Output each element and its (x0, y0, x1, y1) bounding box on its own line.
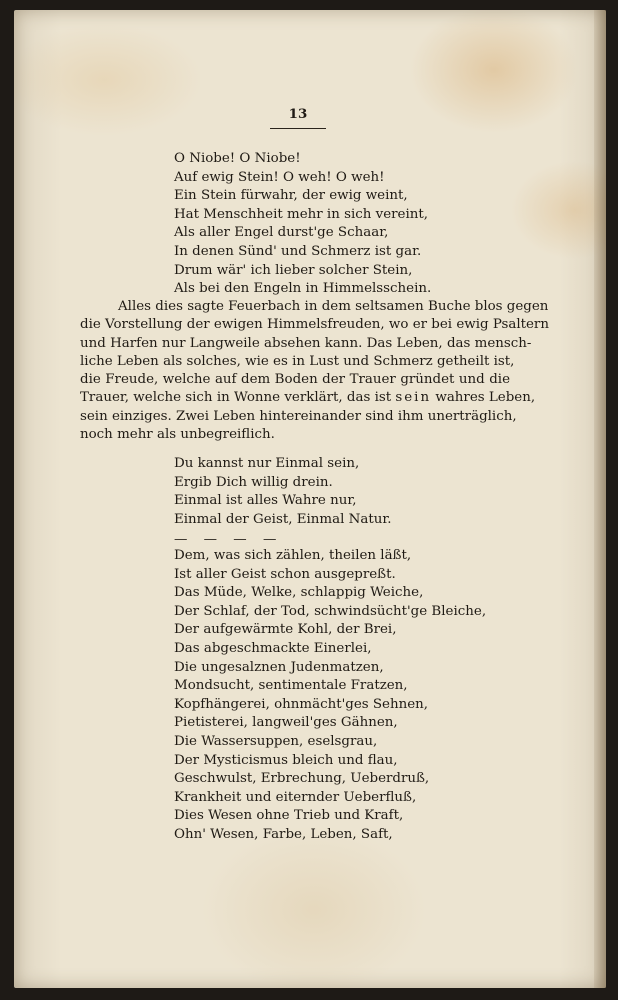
prose-line-end: wahres Leben, (435, 390, 536, 406)
verse-line: Drum wär' ich lieber solcher Stein, (174, 262, 413, 278)
verse-line: Auf ewig Stein! O weh! O weh! (174, 169, 385, 185)
verse-block-einmal (174, 455, 524, 529)
prose-line (80, 389, 536, 407)
verse-line: Mondsucht, sentimentale Fratzen, (174, 678, 408, 694)
verse-block-niobe (174, 150, 524, 299)
prose-line: sein einziges. Zwei Leben hintereinander sind ihm unerträglich, (80, 408, 517, 424)
emphasized-word: sein (395, 390, 432, 406)
verse-block-geist (174, 547, 524, 845)
prose-paragraph (80, 298, 549, 444)
verse-line: Hat Menschheit mehr in sich vereint, (174, 206, 428, 222)
verse-line: Pietisterei, langweil'ges Gähnen, (174, 715, 398, 731)
verse-line: Dem, was sich zählen, theilen läßt, (174, 548, 412, 563)
prose-line-start: Trauer, welche sich in Wonne verklärt, das ist (80, 390, 392, 406)
verse-line: Als bei den Engeln in Himmelsschein. (174, 281, 432, 297)
verse-line: Die ungesalznen Judenmatzen, (174, 659, 384, 675)
verse-line: O Niobe! O Niobe! (174, 151, 301, 166)
verse-line: Geschwulst, Erbrechung, Ueberdruß, (174, 771, 430, 787)
section-separator: — — — — (174, 532, 277, 547)
verse-line: Ohn' Wesen, Farbe, Leben, Saft, (174, 826, 393, 842)
verse-line: Dies Wesen ohne Trieb und Kraft, (174, 808, 404, 824)
verse-line: Das Müde, Welke, schlappig Weiche, (174, 585, 424, 601)
verse-line: Ergib Dich willig drein. (174, 474, 333, 490)
verse-line: Das abgeschmackte Einerlei, (174, 640, 372, 656)
verse-line: Ist aller Geist schon ausgepreßt. (174, 566, 396, 582)
verse-line: Krankheit und eiternder Ueberfluß, (174, 789, 417, 805)
verse-line: Die Wassersuppen, eselsgrau, (174, 733, 378, 749)
verse-line: Als aller Engel durst'ge Schaar, (174, 225, 389, 241)
prose-line: liche Leben als solches, wie es in Lust und Schmerz getheilt ist, (80, 353, 515, 369)
verse-line: Einmal ist alles Wahre nur, (174, 493, 357, 509)
verse-line: Der aufgewärmte Kohl, der Brei, (174, 622, 397, 638)
prose-line: Alles dies sagte Feuerbach in dem seltsamen Buche blos gegen (118, 299, 549, 314)
prose-line: die Vorstellung der ewigen Himmelsfreuden, wo er bei ewig Psaltern (80, 317, 549, 333)
verse-line: Kopfhängerei, ohnmächt'ges Sehnen, (174, 696, 429, 712)
page-number-rule (270, 128, 326, 129)
page-number: 13 (288, 106, 308, 122)
verse-line: In denen Sünd' und Schmerz ist gar. (174, 243, 422, 259)
page-edge (594, 10, 606, 988)
prose-line: die Freude, welche auf dem Boden der Trauer gründet und die (80, 372, 510, 388)
verse-line: Der Schlaf, der Tod, schwindsücht'ge Bleiche, (174, 603, 487, 619)
prose-line: noch mehr als unbegreiflich. (80, 427, 275, 443)
verse-line: Der Mysticismus bleich und flau, (174, 752, 398, 768)
verse-line: Du kannst nur Einmal sein, (174, 456, 360, 471)
verse-line: Einmal der Geist, Einmal Natur. (174, 511, 392, 527)
verse-line: Ein Stein fürwahr, der ewig weint, (174, 188, 408, 204)
prose-line: und Harfen nur Langweile absehen kann. Das Leben, das mensch- (80, 335, 532, 351)
